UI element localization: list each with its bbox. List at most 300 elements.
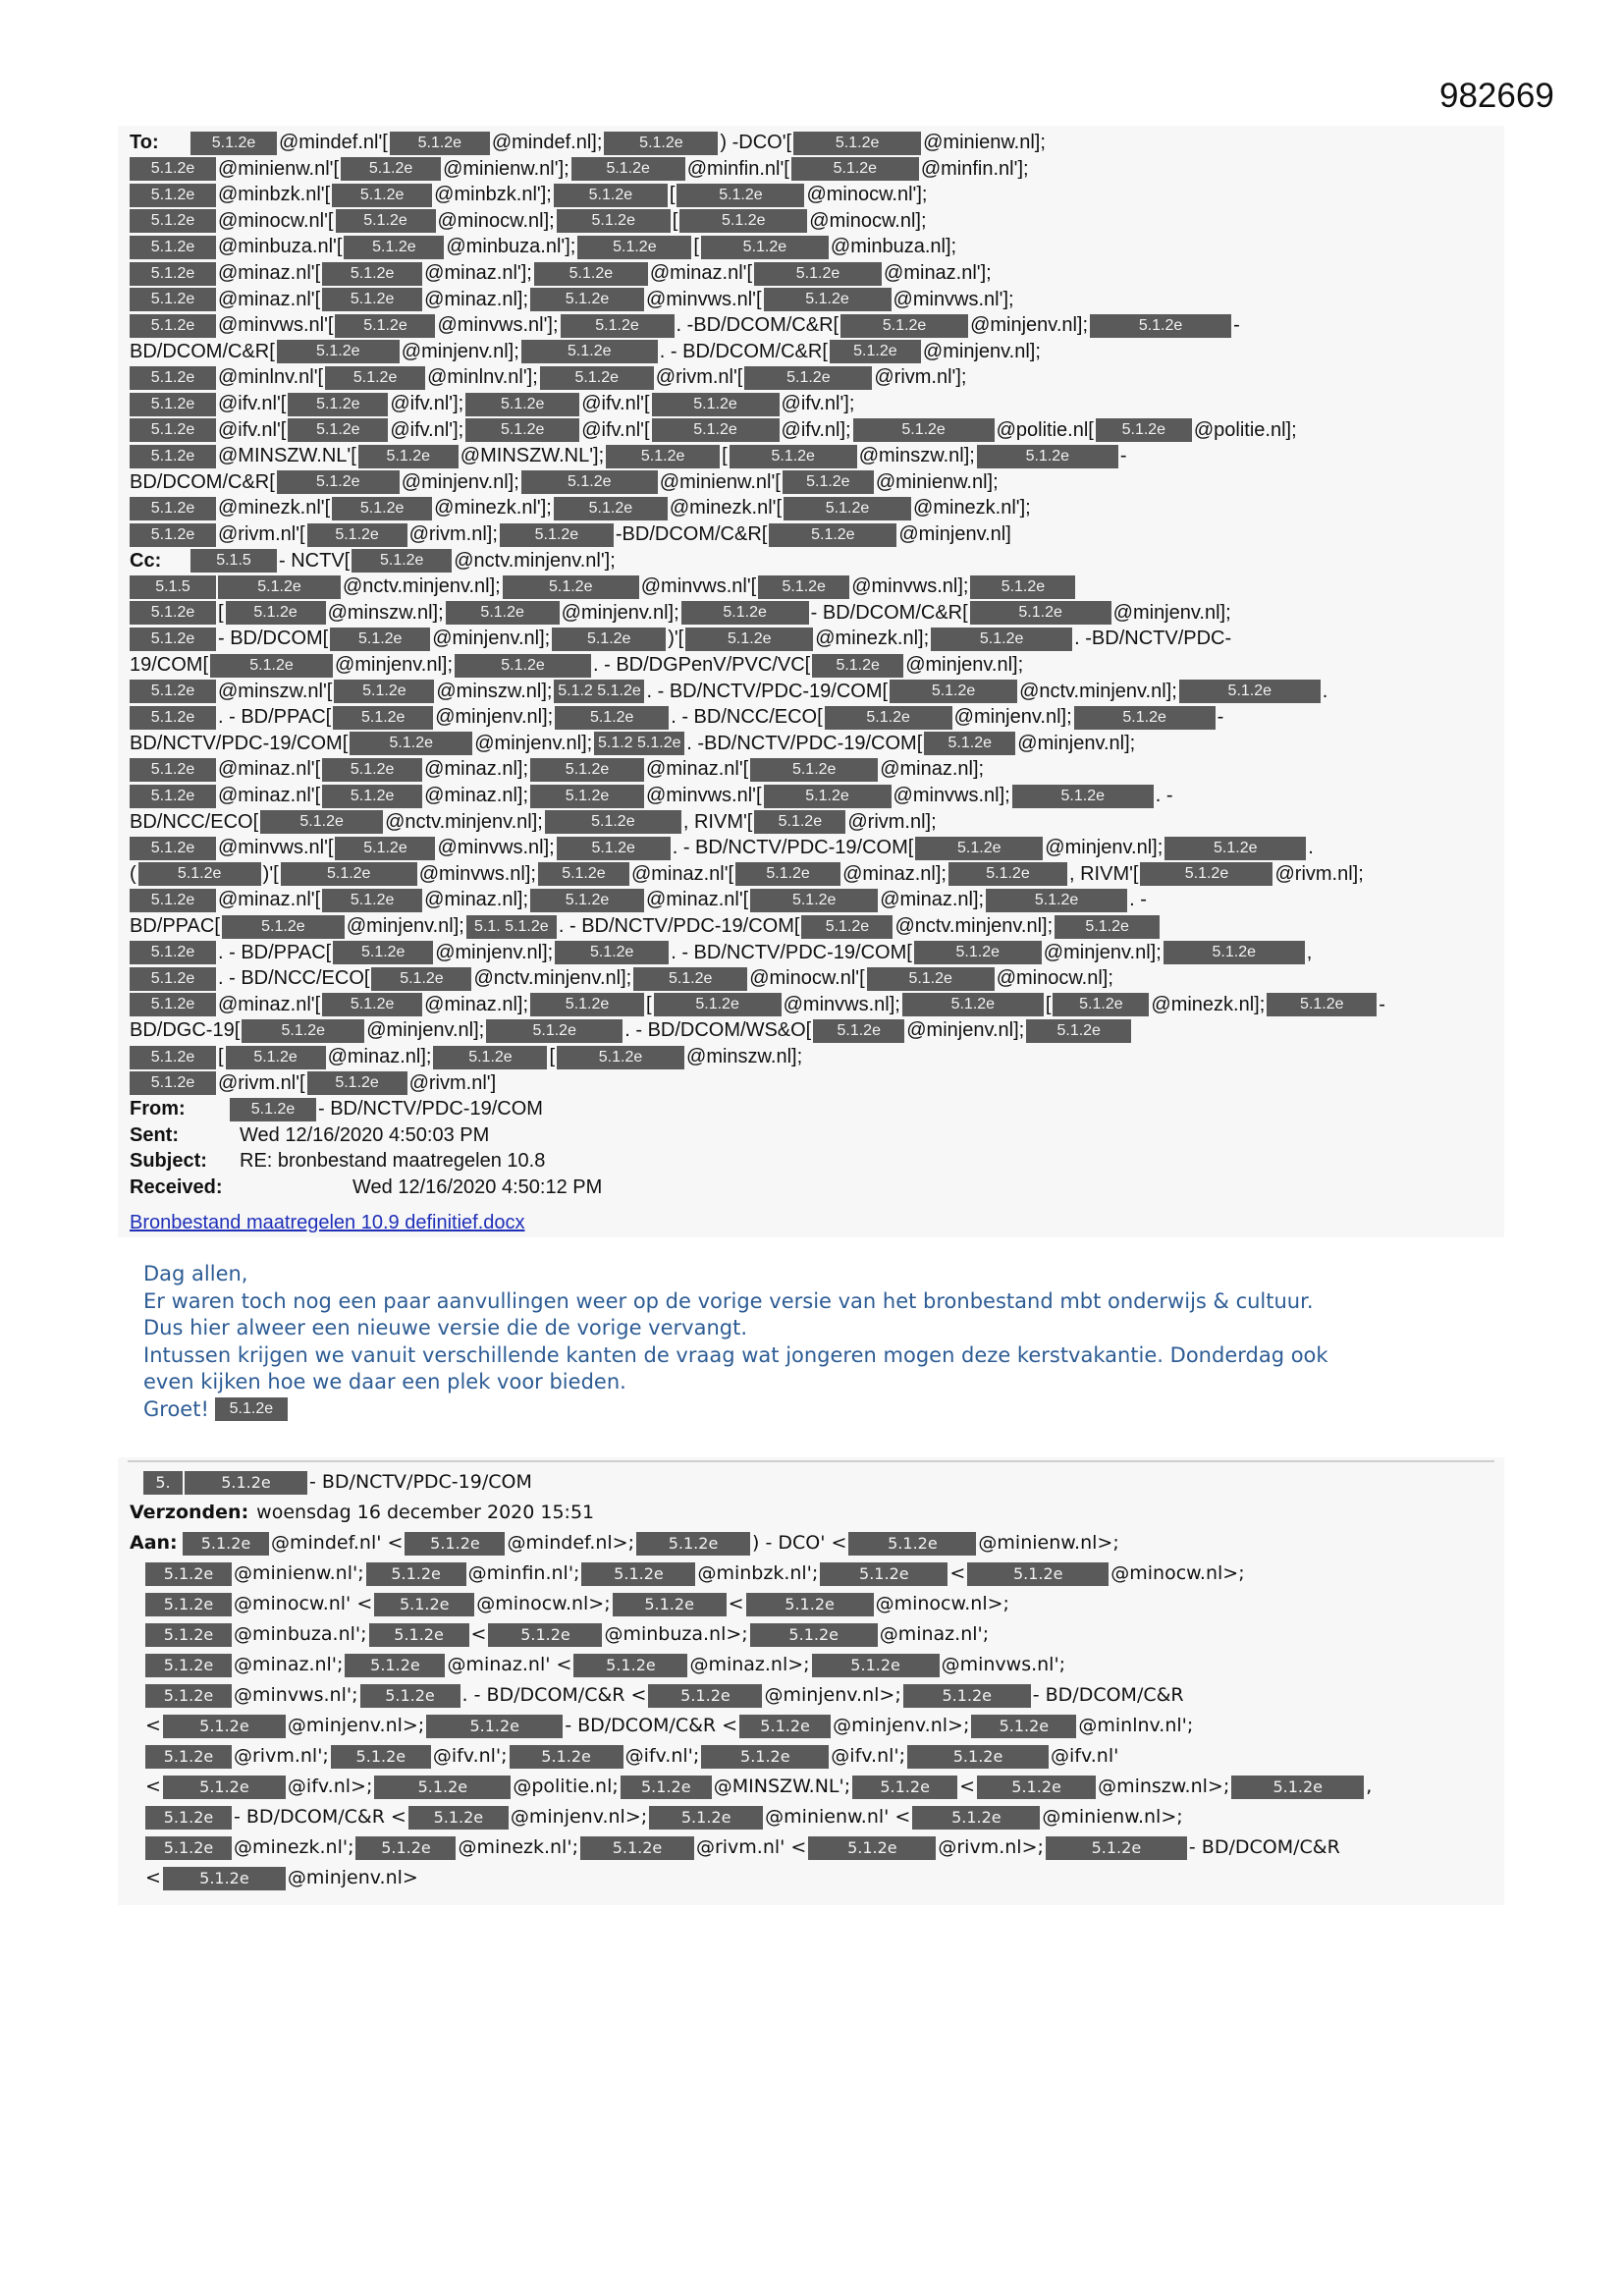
redaction-box: 5.1.2e <box>331 1745 431 1769</box>
address-text: ) -DCO'[ <box>720 132 792 153</box>
recipient-line <box>130 704 1492 731</box>
redaction-box: 5.1.2e <box>277 340 400 363</box>
address-text: @minjenv.nl]; <box>922 340 1041 362</box>
redaction-box: 5.1.2e <box>345 1654 445 1677</box>
address-text: @minaz.nl'[ <box>218 262 321 284</box>
address-text: @minszw.nl]; <box>327 601 444 624</box>
recipient-line <box>130 1713 1492 1739</box>
recipient-line <box>130 312 1492 339</box>
body-line: Dag allen, <box>143 1262 248 1285</box>
redaction-box: 5.1.2e <box>530 758 644 782</box>
address-text: @minezk.nl'; <box>234 1836 354 1858</box>
address-text: @ifv.nl>; <box>287 1776 373 1797</box>
address-text: @nctv.minjenv.nl]; <box>894 915 1054 937</box>
address-text: @minvws.nl'; <box>234 1684 358 1706</box>
address-text: . - BD/DCOM/WS&O[ <box>624 1019 812 1042</box>
redaction-box: 5.1.2e <box>1231 1776 1364 1799</box>
redaction-box: 5.1.2e <box>758 575 849 599</box>
address-text: @minaz.nl]; <box>842 862 947 885</box>
address-text: . - BD/NCTV/PDC-19/COM[ <box>672 837 914 859</box>
recipient-line <box>130 260 1492 287</box>
address-text: @minjenv.nl]; <box>1112 601 1231 624</box>
address-text: @minjenv.nl]; <box>335 654 454 676</box>
redaction-box: 5.1.2e <box>912 1806 1040 1830</box>
address-text: @minocw.nl]; <box>437 209 555 232</box>
address-text: [ <box>1045 993 1052 1015</box>
address-text: @minszw.nl]; <box>436 680 553 702</box>
redaction-box: 5.1.2e <box>801 915 893 939</box>
redaction-box: 5.1.2e <box>977 445 1118 468</box>
address-text: . - BD/NCC/ECO[ <box>218 967 370 990</box>
redaction-box: 5.1.2e <box>226 601 326 625</box>
redaction-box: 5.1.2e <box>281 862 417 886</box>
address-text: @minjenv.nl]; <box>366 1019 485 1042</box>
address-text: @rivm.nl]; <box>408 523 498 545</box>
redaction-box: 5.1.2e <box>677 184 804 207</box>
redaction-box: 5.1.2e <box>555 941 669 964</box>
address-text: @minocw.nl>; <box>875 1593 1009 1614</box>
field-value: Wed 12/16/2020 4:50:12 PM <box>352 1176 603 1198</box>
address-text: @minezk.nl']; <box>913 497 1031 519</box>
address-text: @minaz.nl]; <box>424 785 529 806</box>
redaction-box: 5.1.2e <box>145 1806 232 1830</box>
meta-line <box>130 1175 1492 1201</box>
address-text: @minszw.nl]; <box>858 445 975 467</box>
address-text: @nctv.minjenv.nl]; <box>343 575 501 598</box>
address-text: @minfin.nl']; <box>920 157 1029 180</box>
redaction-box: 5.1.2e <box>288 418 388 442</box>
recipient-line <box>130 1044 1492 1070</box>
redaction-box: 5.1.2e <box>754 810 845 834</box>
address-text: . - BD/NCTV/PDC-19/COM[ <box>558 915 800 937</box>
address-text: . - BD/NCC/ECO[ <box>671 706 823 729</box>
address-text: < <box>145 1776 161 1797</box>
address-text: @minocw.nl'[ <box>749 967 865 990</box>
recipient-line <box>130 1774 1492 1800</box>
address-text: < <box>470 1623 487 1645</box>
address-text: @minvws.nl]; <box>418 862 536 885</box>
address-text: @ifv.nl']; <box>390 418 464 441</box>
redaction-box: 5.1.2e <box>307 1071 407 1095</box>
address-text: - <box>1217 706 1224 729</box>
recipient-line <box>130 600 1492 627</box>
address-text: [ <box>549 1046 556 1067</box>
address-text: < <box>949 1562 966 1584</box>
redaction-box: 5.1.2e <box>130 967 216 991</box>
redaction-box: 5.1.2e <box>341 157 441 181</box>
address-text: @minaz.nl'[ <box>649 262 753 284</box>
redaction-box: 5.1.2e <box>840 314 968 338</box>
redaction-box: 5.1.2e <box>130 236 216 259</box>
address-text: @rivm.nl'; <box>234 1745 329 1767</box>
redaction-box: 5.1. 5.1.2e <box>466 915 557 939</box>
redaction-box: 5.1.2e <box>903 1684 1031 1708</box>
address-text: - NCTV[ <box>279 549 351 572</box>
address-text: @minaz.nl'[ <box>646 889 749 911</box>
redaction-box: 5.1.2e <box>222 915 345 939</box>
address-text: @minjenv.nl]; <box>1045 837 1164 859</box>
redaction-box: 5.1.2e <box>322 262 422 286</box>
address-text: @minienw.nl'[ <box>218 157 340 180</box>
redaction-box: 5.1.2 5.1.2e <box>554 680 644 703</box>
address-text: @minvws.nl]; <box>851 575 969 598</box>
address-text: @minlnv.nl']; <box>427 366 538 389</box>
redaction-box: 5.1.2e <box>750 1623 878 1647</box>
greeting-text: Groet! <box>143 1396 209 1421</box>
address-text: @minaz.nl'[ <box>218 758 321 781</box>
address-text: @minienw.nl']; <box>443 157 569 180</box>
redaction-box: 5.1.2e <box>825 706 952 730</box>
address-text: - BD/DCOM/C&R <box>1188 1836 1340 1858</box>
redaction-box: 5.1.2e <box>366 1562 466 1586</box>
recipient-line <box>130 835 1492 861</box>
address-text: , RIVM'[ <box>1068 862 1139 885</box>
address-text: @rivm.nl' < <box>695 1836 807 1858</box>
address-text: @minocw.nl'[ <box>218 209 334 232</box>
address-text: BD/DCOM/C&R[ <box>130 470 275 493</box>
redaction-box: 5.1.2e <box>335 314 435 338</box>
redaction-box: 5.1.2e <box>130 209 216 233</box>
address-text: ) - DCO' < <box>752 1532 847 1554</box>
address-text: @minaz.nl'[ <box>218 889 321 911</box>
redaction-box: 5.1.2e <box>581 1562 695 1586</box>
recipient-line <box>130 364 1492 391</box>
recipient-line <box>130 1804 1492 1831</box>
recipient-line <box>130 495 1492 521</box>
redaction-box: 5.1.2e <box>325 366 425 390</box>
redaction-box: 5.1.2e <box>130 601 216 625</box>
address-text: @ifv.nl'; <box>831 1745 906 1767</box>
recipient-line <box>130 992 1492 1018</box>
address-text: . - BD/PPAC[ <box>218 706 332 729</box>
redaction-box: 5.1.2e <box>230 1098 316 1121</box>
field-label: Sent: <box>130 1123 179 1146</box>
address-text: [ <box>218 1046 224 1067</box>
recipient-line <box>130 1834 1492 1861</box>
recipient-line <box>130 1469 1492 1496</box>
recipient-line <box>130 1865 1492 1891</box>
address-text: @minbzk.nl'[ <box>218 184 331 206</box>
address-text: @rivm.nl'[ <box>218 1071 305 1094</box>
recipient-line <box>130 1682 1492 1709</box>
address-text: @minjenv.nl]; <box>905 654 1024 676</box>
field-label: From: <box>130 1098 186 1121</box>
address-text: @minvws.nl']; <box>893 288 1014 310</box>
address-text: @minaz.nl'[ <box>218 785 321 806</box>
redaction-box: 5.1.2e <box>577 236 691 259</box>
redaction-box: 5.1.2e <box>433 1046 547 1069</box>
field-label: Aan: <box>130 1532 178 1554</box>
redaction-box: 5.1.2e <box>145 1593 232 1616</box>
address-text: @minjenv.nl]; <box>346 915 464 937</box>
redaction-box: 5.1.2e <box>130 288 216 311</box>
address-text: 19/COM[ <box>130 654 209 676</box>
recipient-line <box>130 731 1492 757</box>
recipient-line <box>130 1070 1492 1097</box>
redaction-box: 5.1.2e <box>681 601 809 625</box>
redaction-box: 5.1.2e <box>813 1019 904 1043</box>
redaction-box: 5.1.2e <box>604 132 718 155</box>
redaction-box: 5.1.2e <box>701 236 829 259</box>
separator-line <box>128 1460 1494 1462</box>
redaction-box: 5.1.2e <box>374 1593 474 1616</box>
address-text: @minjenv.nl>; <box>510 1806 648 1828</box>
redaction-box: 5.1.5 <box>130 575 216 599</box>
address-text: @minezk.nl]; <box>1151 993 1266 1015</box>
redaction-box: 5.1.2e <box>557 837 671 860</box>
redaction-box: 5. <box>143 1471 183 1495</box>
address-text: @minjenv.nl]; <box>435 706 554 729</box>
recipient-line <box>130 940 1492 966</box>
address-text: - BD/NCTV/PDC-19/COM <box>318 1098 543 1121</box>
address-text: @ifv.nl'[ <box>218 393 287 414</box>
recipient-line <box>130 443 1492 469</box>
redaction-box: 5.1.2e <box>130 758 216 782</box>
address-text: @minbuza.nl>; <box>604 1623 748 1645</box>
address-text: @minjenv.nl>; <box>287 1715 425 1736</box>
redaction-box: 5.1.2e <box>130 785 216 808</box>
redaction-box: 5.1.2e <box>769 523 896 547</box>
address-text: - BD/DCOM/C&R[ <box>810 601 968 624</box>
redaction-box: 5.1.2e <box>764 785 892 808</box>
address-text: @minaz.nl'; <box>879 1623 990 1645</box>
address-text: @nctv.minjenv.nl]; <box>1019 680 1177 702</box>
redaction-box: 5.1.2e <box>571 157 685 181</box>
document-number: 982669 <box>1439 77 1554 115</box>
address-text: @minjenv.nl]; <box>1043 941 1162 963</box>
address-text: @minjenv.nl]; <box>953 706 1072 729</box>
recipient-line <box>130 234 1492 260</box>
redaction-box: 5.1.2e <box>606 445 720 468</box>
address-text: . - <box>1155 785 1173 806</box>
redaction-box: 5.1.2e <box>130 393 216 416</box>
redaction-box: 5.1.2e <box>390 132 490 155</box>
redaction-box: 5.1.2e <box>344 236 444 259</box>
recipient-line <box>130 756 1492 783</box>
redaction-box: 5.1.2e <box>557 1046 684 1069</box>
recipient-line <box>130 417 1492 444</box>
address-text: @minjenv.nl]; <box>561 601 679 624</box>
recipient-line <box>130 1743 1492 1770</box>
redaction-box: 5.1.2e <box>701 1745 829 1769</box>
redaction-box: 5.1.2e <box>145 1562 232 1586</box>
redaction-box: 5.1.2e <box>970 575 1075 599</box>
address-text: @minaz.nl]; <box>424 758 529 781</box>
recipient-line <box>130 574 1492 600</box>
address-text: @minvws.nl'[ <box>218 837 334 859</box>
redaction-box: 5.1.2e <box>130 157 216 181</box>
address-text: @politie.nl[ <box>996 418 1094 441</box>
redaction-box: 5.1.2e <box>1164 837 1306 860</box>
redaction-box: 5.1.2e <box>764 288 892 311</box>
address-text: @MINSZW.NL']; <box>460 445 605 467</box>
redaction-box: 5.1.2e <box>545 810 681 834</box>
redaction-box: 5.1.2e <box>554 184 668 207</box>
redaction-box: 5.1.2e <box>405 1532 505 1556</box>
redaction-box: 5.1.2e <box>130 497 216 520</box>
address-text: . -BD/NCTV/PDC-19/COM[ <box>686 732 923 754</box>
address-text: @minezk.nl'[ <box>669 497 783 519</box>
body-line: Dus hier alweer een nieuwe versie die de vorige vervangt. <box>143 1316 747 1339</box>
address-text: [ <box>669 184 676 206</box>
redaction-box: 5.1.2e <box>907 1745 1049 1769</box>
field-label: Received: <box>130 1176 223 1198</box>
address-text: . - BD/DCOM/C&R < <box>461 1684 647 1706</box>
address-text: @minvws.nl]; <box>437 837 555 859</box>
address-text: @minvws.nl'[ <box>646 785 762 806</box>
address-text: @minjenv.nl]; <box>1017 732 1136 754</box>
redaction-box: 5.1.2e <box>530 288 644 311</box>
address-text: @minaz.nl'[ <box>646 758 749 781</box>
address-text: , RIVM'[ <box>682 810 753 833</box>
address-text: [ <box>218 601 224 624</box>
redaction-box: 5.1.2e <box>561 314 675 338</box>
address-text: @minienw.nl]; <box>875 470 999 493</box>
redaction-box: 5.1.2e <box>652 393 780 416</box>
address-text: @politie.nl; <box>513 1776 619 1797</box>
email-body <box>143 1261 1498 1423</box>
redaction-box: 5.1.2e <box>1012 785 1154 808</box>
recipient-line <box>130 156 1492 183</box>
address-text: @minjenv.nl] <box>898 523 1011 545</box>
address-text: )'[ <box>668 628 684 650</box>
address-text: @ifv.nl']; <box>781 393 855 414</box>
address-text: @ifv.nl'[ <box>218 418 287 441</box>
address-text: -BD/DCOM/C&R[ <box>615 523 768 545</box>
address-text: @ifv.nl'[ <box>581 418 650 441</box>
recipient-line <box>130 1017 1492 1044</box>
address-text: - <box>1233 314 1240 337</box>
meta-line <box>130 1122 1492 1149</box>
address-text: @rivm.nl]; <box>1274 862 1364 885</box>
redaction-box: 5.1.2e <box>852 1776 957 1799</box>
address-text: @minaz.nl]; <box>424 288 529 310</box>
address-text: @minaz.nl']; <box>424 262 532 284</box>
address-text: @minjenv.nl]; <box>474 732 593 754</box>
redaction-box: 5.1.2e <box>145 1836 232 1860</box>
address-text: )'[ <box>262 862 279 885</box>
redaction-box: 5.1.2 5.1.2e <box>594 732 684 755</box>
redaction-box: 5.1.2e <box>163 1776 286 1799</box>
redaction-box: 5.1.2e <box>332 497 432 520</box>
address-text: < <box>145 1715 161 1736</box>
redaction-box: 5.1.2e <box>633 967 747 991</box>
redaction-box: 5.1.2e <box>791 157 919 181</box>
field-value: woensdag 16 december 2020 15:51 <box>256 1502 595 1523</box>
redaction-box: 5.1.2e <box>322 758 422 782</box>
address-text: . - BD/NCTV/PDC-19/COM[ <box>646 680 889 702</box>
redaction-box: 5.1.2e <box>163 1867 286 1890</box>
address-text: - <box>1379 993 1385 1015</box>
redaction-box: 5.1.2e <box>242 1019 364 1043</box>
address-text: . - BD/NCTV/PDC-19/COM[ <box>671 941 912 963</box>
address-text: @ifv.nl'; <box>624 1745 700 1767</box>
redaction-box: 5.1.2e <box>746 1593 874 1616</box>
redaction-box: 5.1.2e <box>260 810 383 834</box>
redaction-box: 5.1.2e <box>130 706 216 730</box>
redaction-box: 5.1.2e <box>853 418 995 442</box>
address-text: . - BD/DCOM/C&R[ <box>659 340 828 362</box>
address-text: @minaz.nl]; <box>424 993 529 1015</box>
address-text: @minjenv.nl]; <box>435 941 554 963</box>
address-text: @ifv.nl]; <box>781 418 851 441</box>
address-text: @minjenv.nl>; <box>833 1715 970 1736</box>
recipient-line <box>130 652 1492 679</box>
redaction-box: 5.1.2e <box>336 209 436 233</box>
redaction-box: 5.1.2e <box>1179 680 1321 703</box>
redaction-box: 5.1.2e <box>812 1654 940 1677</box>
redaction-box: 5.1.2e <box>446 601 560 625</box>
address-text: [ <box>646 993 652 1015</box>
address-text: @minezk.nl']; <box>434 497 552 519</box>
address-text: ( <box>130 862 136 885</box>
address-text: @minbuza.nl'; <box>234 1623 367 1645</box>
redaction-box: 5.1.2e <box>374 1776 511 1799</box>
address-text: @minjenv.nl> <box>287 1867 418 1888</box>
recipient-line <box>130 1530 1492 1557</box>
address-text: . - BD/DGPenV/PVC/VC[ <box>593 654 811 676</box>
address-text: @minezk.nl'; <box>458 1836 578 1858</box>
address-text: @minienw.nl'[ <box>659 470 781 493</box>
address-text: [ <box>672 209 678 232</box>
redaction-box: 5.1.2e <box>1053 993 1149 1016</box>
recipient-line <box>130 339 1492 365</box>
recipient-line <box>130 287 1492 313</box>
redaction-box: 5.1.2e <box>808 1836 936 1860</box>
address-text: @nctv.minjenv.nl]; <box>473 967 632 990</box>
redaction-box: 5.1.2e <box>754 262 882 286</box>
address-text: @minienw.nl]; <box>923 132 1046 153</box>
redaction-box: 5.1.2e <box>812 654 903 678</box>
email-header-original <box>118 126 1504 1237</box>
address-text: @politie.nl]; <box>1193 418 1297 441</box>
redaction-box: 5.1.2e <box>1026 1019 1131 1043</box>
redaction-box: 5.1.2e <box>130 1071 216 1095</box>
redaction-box: 5.1.2e <box>215 1397 288 1421</box>
body-line: Intussen krijgen we vanuit verschillende kanten de vraag wat jongeren mogen deze kerstvakantie. Donderdag ook <box>143 1342 1328 1367</box>
redaction-box: 5.1.2e <box>510 1745 623 1769</box>
address-text: . - <box>1129 889 1147 911</box>
redaction-box: 5.1.2e <box>530 889 644 912</box>
field-value: RE: bronbestand maatregelen 10.8 <box>240 1150 546 1173</box>
redaction-box: 5.1.2e <box>613 1593 727 1616</box>
address-text: @minocw.nl']; <box>806 184 928 206</box>
redaction-box: 5.1.2e <box>890 680 1017 703</box>
address-text: @minezk.nl]; <box>815 628 930 650</box>
redaction-box: 5.1.2e <box>138 862 261 886</box>
address-text: @MINSZW.NL'[ <box>218 445 356 467</box>
redaction-box: 5.1.2e <box>1267 993 1377 1016</box>
redaction-box: 5.1.2e <box>130 418 216 442</box>
redaction-box: 5.1.2e <box>322 785 422 808</box>
redaction-box: 5.1.2e <box>330 628 430 651</box>
address-text: - <box>1119 445 1127 467</box>
address-text: @rivm.nl'[ <box>218 523 305 545</box>
redaction-box: 5.1.2e <box>307 523 407 547</box>
address-text: - BD/DCOM/C&R < <box>565 1715 738 1736</box>
redaction-box: 5.1.2e <box>130 184 216 207</box>
address-text: . <box>1308 837 1314 859</box>
attachment-link[interactable]: Bronbestand maatregelen 10.9 definitief.docx <box>130 1212 525 1233</box>
redaction-box: 5.1.2e <box>971 1715 1076 1738</box>
address-text: @minocw.nl>; <box>476 1593 611 1614</box>
address-text: < <box>145 1867 161 1888</box>
redaction-box: 5.1.2e <box>730 445 857 468</box>
redaction-box: 5.1.2e <box>503 575 639 599</box>
redaction-box: 5.1.2e <box>931 628 1072 651</box>
redaction-box: 5.1.2e <box>226 1046 326 1069</box>
address-text: BD/DGC-19[ <box>130 1019 241 1042</box>
